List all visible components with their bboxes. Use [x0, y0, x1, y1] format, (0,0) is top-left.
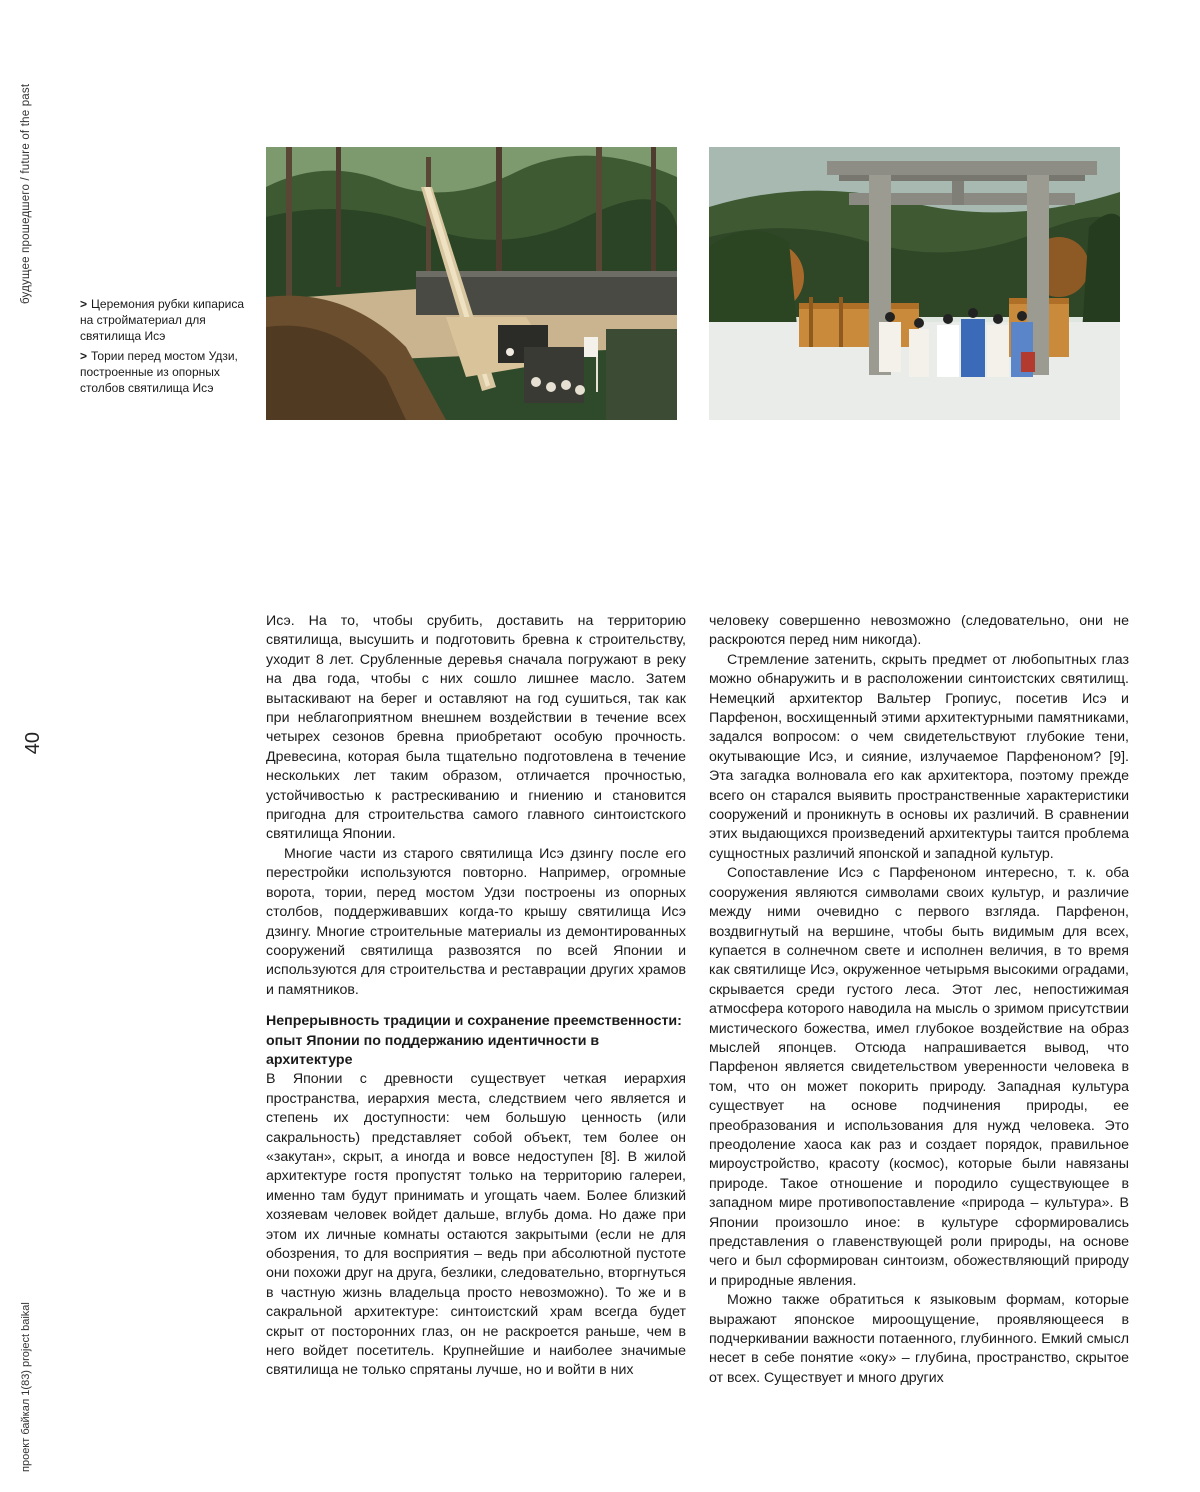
paragraph: Стремление затенить, скрыть предмет от любопытных глаз можно обнаружить и в расположении синтоистских святилищ. Немецкий архитектор Вальтер Гропиус, посетив Исэ и Парфенон, восхищенный этими архитектурными памятниками, задался вопросом: о чем свидетельствуют глубокие тени, окутывающие Исэ, и сияние, излучаемое Парфеноном? [9]. Эта загадка волновала его как архитектора, поэтому прежде всего он старался выявить пространственные характеристики сооружений и проникнуть в основы их различий. В сравнении этих выдающихся произведений архитектуры таится проблема сущностных различий японской и западной культур.: [709, 651, 1129, 862]
paragraph: Исэ. На то, чтобы срубить, доставить на территорию святилища, высушить и подготовить бревна к строительству, уходит 8 лет. Срубленные деревья сначала погружают в реку на два года, чтобы с них сошло лишнее масло. Затем вытаскивают на берег и оставляют на год сушиться, так как при неблагоприятном внешнем воздействии в течение всех четырех сезонов бревна приобретают особую прочность. Древесина, которая была тщательно подготовлена в течение нескольких лет таким образом, отличается прочностью, устойчивостью к растрескиванию и гниению и становится пригодна для строительства самого главного синтоистского святилища Японии.: [266, 613, 686, 843]
text-column-right: [709, 612, 1129, 1388]
photo-captions: [80, 296, 255, 400]
caption-text: Церемония рубки кипариса на стройматериал для святилища Исэ: [80, 297, 245, 343]
caption-marker: >: [80, 349, 88, 363]
running-head: будущее прошедшего / future of the past: [20, 83, 32, 304]
paragraph: Многие части из старого святилища Исэ дзингу после его перестройки используются повторно. Например, огромные ворота, тории, перед мостом Удзи построены из опорных столбов, поддерживавших когда-то крышу святилища Исэ дзингу. Многие строительные материалы из демонтированных сооружений святилища развозятся по всей Японии и используются для строительства и реставрации других храмов и памятников.: [266, 845, 686, 998]
forest-ceremony-illustration: [266, 147, 677, 420]
caption-tree-felling: [80, 296, 255, 344]
caption-torii: [80, 348, 255, 396]
text-column-left: [266, 612, 686, 1381]
paragraph: В Японии с древности существует четкая иерархия пространства, иерархия места, следствием чего является и степень их доступности: чем большую ценность (или сакральность) представляет собой объект, тем более он «закутан», скрыт, а иногда и вовсе недоступен [8]. В жилой архитектуре гостя пропустят только на территорию галереи, именно там будут принимать и угощать чаем. Более близкий хозяевам человек войдет дальше, вглубь дома. Но даже при этом их личные комнаты остаются закрытыми (если не для обозрения, то для восприятия – ведь при абсолютной пустоте они похожи друг на друга, безлики, следовательно, вторгнуться в частную жизнь владельца просто невозможно). То же и в сакральной архитектуре: синтоистский храм всегда будет скрыт от посторонних глаз, он не раскроется раньше, чем в него войдет посетитель. Крупнейшие и наиболее значимые святилища не только спрятаны лучше, но и войти в них: [266, 1071, 686, 1379]
paragraph: человеку совершенно невозможно (следовательно, они не раскроются перед ним никогда).: [709, 613, 1129, 649]
section-heading: Непрерывность традиции и сохранение преемственности: опыт Японии по поддержанию идентичности в архитектуре: [266, 1013, 682, 1068]
torii-gate-illustration: [709, 147, 1120, 420]
page-number: 40: [22, 732, 44, 755]
paragraph: Сопоставление Исэ с Парфеноном интересно, т. к. оба сооружения являются символами своих культур, и различие между ними очевидно с первого взгляда. Парфенон, воздвигнутый на вершине, чтобы быть видимым для всех, купается в солнечном свете и исполнен величия, в то время как святилище Исэ, окруженное четырьмя высокими оградами, скрывается среди густого леса. Этот лес, непостижимая атмосфера которого наводила на мысль о зримом присутствии мистического божества, имел глубокое воздействие на образ мыслей японцев. Отсюда напрашивается вывод, что Парфенон является свидетельством уверенности человека в том, что он может покорить природу. Западная культура существует на основе подчинения природы, ее преобразования и использования для нужд человека. Это преодоление хаоса как раз и создает порядок, правильное мироустройство, красоту (космос), которые были навязаны природе. Такое отношение и породило существующее в западном мире противопоставление «природа – культура». В Японии произошло иное: в культуре сформировались представления о главенствующей роли природы, на основе чего и был сформирован синтоизм, обожествляющий природу и природные явления.: [709, 865, 1129, 1289]
caption-marker: >: [80, 297, 88, 311]
photo-torii-uji-bridge: [709, 147, 1120, 420]
caption-text: Тории перед мостом Удзи, построенные из опорных столбов святилища Исэ: [80, 349, 238, 395]
paragraph: Можно также обратиться к языковым формам, которые выражают японское мироощущение, проявляющееся в подчеркивании важности потаенного, глубинного. Емкий смысл несет в себе понятие «оку» – глубина, пространство, скрытое от всех. Существует и много других: [709, 1292, 1129, 1386]
footer-publication: проект байкал 1(83) project baikal: [20, 1302, 32, 1472]
photo-tree-felling-ceremony: [266, 147, 677, 420]
